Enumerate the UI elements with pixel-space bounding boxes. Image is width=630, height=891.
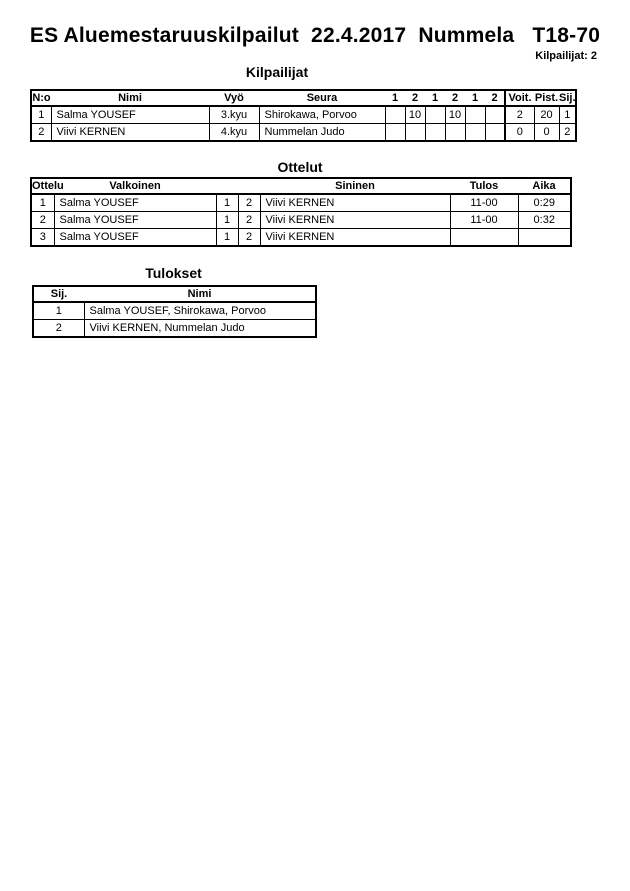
result-place: 1: [33, 302, 84, 320]
col-header-place: Sij.: [33, 286, 84, 302]
competitor-count-label: Kilpailijat: 2: [535, 50, 597, 62]
col-header-spacer: [238, 178, 260, 194]
col-header-place: Sij.: [559, 92, 576, 104]
score-cell: [385, 106, 405, 124]
col-header-round: 2: [485, 90, 505, 106]
col-header-points: Pist.: [534, 92, 559, 104]
score-cell: [485, 124, 505, 142]
match-white-name: Salma YOUSEF: [54, 229, 216, 247]
match-result: [450, 229, 518, 247]
section-heading-matches: Ottelut: [277, 159, 323, 175]
col-header-name: Nimi: [51, 90, 209, 106]
col-header-result: Tulos: [450, 178, 518, 194]
col-header-belt: Vyö: [209, 90, 259, 106]
score-cell: [465, 124, 485, 142]
section-heading-competitors: Kilpailijat: [245, 64, 309, 80]
matches-header-row: [31, 178, 571, 194]
col-header-match: Ottelu: [32, 180, 64, 192]
match-no: 2: [31, 212, 54, 229]
match-time: [518, 229, 571, 247]
match-time: 0:32: [518, 212, 571, 229]
col-header-blue: Sininen: [260, 178, 450, 194]
page-title: ES Aluemestaruuskilpailut 22.4.2017 Nummela T18-70: [29, 24, 601, 47]
col-header-round: 2: [405, 90, 425, 106]
competitors-header-row: [31, 90, 576, 106]
matches-table: [30, 177, 572, 247]
results-header-row: [33, 286, 316, 302]
competitor-belt: 3.kyu: [209, 106, 259, 124]
competitor-no: 1: [31, 106, 51, 124]
score-cell: [425, 124, 445, 142]
match-no: 3: [31, 229, 54, 247]
result-name: Viivi KERNEN, Nummelan Judo: [84, 320, 316, 338]
competitor-place: 2: [559, 124, 576, 142]
match-row: [31, 194, 571, 212]
result-row: [33, 302, 316, 320]
competitors-table: [30, 89, 577, 142]
score-cell: 10: [405, 106, 425, 124]
competitor-name: Salma YOUSEF: [51, 106, 209, 124]
match-row: [31, 229, 571, 247]
col-header-round: 1: [425, 90, 445, 106]
match-white-name: Salma YOUSEF: [54, 212, 216, 229]
match-white-name: Salma YOUSEF: [54, 194, 216, 212]
col-header-club: Seura: [259, 90, 385, 106]
result-row: [33, 320, 316, 338]
score-cell: 10: [445, 106, 465, 124]
match-blue-name: Viivi KERNEN: [260, 194, 450, 212]
competitor-belt: 4.kyu: [209, 124, 259, 142]
competitor-points: 20: [534, 106, 559, 124]
col-header-round: 2: [445, 90, 465, 106]
col-header-time: Aika: [518, 178, 571, 194]
match-result: 11-00: [450, 212, 518, 229]
competitor-name: Viivi KERNEN: [51, 124, 209, 142]
competitor-wins: 0: [505, 124, 534, 142]
score-cell: [405, 124, 425, 142]
match-blue-no: 2: [238, 229, 260, 247]
competitor-wins: 2: [505, 106, 534, 124]
competitor-place: 1: [559, 106, 576, 124]
score-cell: [425, 106, 445, 124]
match-row: [31, 212, 571, 229]
match-time: 0:29: [518, 194, 571, 212]
section-heading-results: Tulokset: [145, 265, 202, 281]
results-table: [32, 285, 317, 338]
col-header-no: N:o: [32, 92, 51, 104]
result-place: 2: [33, 320, 84, 338]
match-no: 1: [31, 194, 54, 212]
match-blue-no: 2: [238, 212, 260, 229]
competitor-row: [31, 106, 576, 124]
match-white-no: 1: [216, 212, 238, 229]
competitor-club: Shirokawa, Porvoo: [259, 106, 385, 124]
col-header-round: 1: [385, 90, 405, 106]
score-cell: [445, 124, 465, 142]
match-white-no: 1: [216, 229, 238, 247]
competitor-points: 0: [534, 124, 559, 142]
result-name: Salma YOUSEF, Shirokawa, Porvoo: [84, 302, 316, 320]
competitor-club: Nummelan Judo: [259, 124, 385, 142]
match-blue-no: 2: [238, 194, 260, 212]
match-white-no: 1: [216, 194, 238, 212]
col-header-name: Nimi: [84, 286, 316, 302]
score-cell: [385, 124, 405, 142]
competitor-row: [31, 124, 576, 142]
competitor-no: 2: [31, 124, 51, 142]
col-header-wins: Voit.: [505, 90, 534, 106]
match-result: 11-00: [450, 194, 518, 212]
col-header-round: 1: [465, 90, 485, 106]
score-cell: [465, 106, 485, 124]
score-cell: [485, 106, 505, 124]
match-blue-name: Viivi KERNEN: [260, 229, 450, 247]
col-header-white: Valkoinen: [54, 178, 216, 194]
match-blue-name: Viivi KERNEN: [260, 212, 450, 229]
col-header-spacer: [216, 178, 238, 194]
